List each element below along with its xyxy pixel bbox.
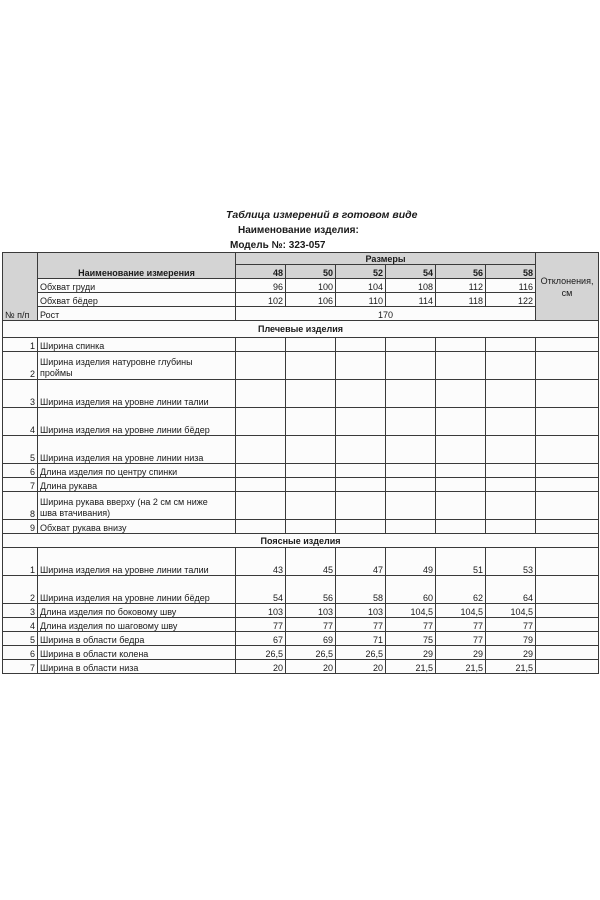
row-label: Обхват бёдер [38, 293, 236, 307]
value-cell: 118 [436, 293, 486, 307]
value-cell: 51 [436, 548, 486, 576]
row-label: Ширина изделия на уровне линии низа [38, 436, 236, 464]
row-label-line: проймы [40, 368, 73, 378]
value-cell: 62 [436, 576, 486, 604]
value-cell: 58 [336, 576, 386, 604]
value-cell: 47 [336, 548, 386, 576]
value-cell: 26,5 [286, 646, 336, 660]
row-number: 2 [3, 576, 38, 604]
value-cell: 103 [286, 604, 336, 618]
size-header-cell: 52 [336, 265, 386, 279]
value-cell: 77 [436, 632, 486, 646]
row-number: 7 [3, 660, 38, 674]
row-label: Длина рукава [38, 478, 236, 492]
table-row [3, 618, 599, 632]
value-cell: 77 [286, 618, 336, 632]
model-label: Модель №: [230, 240, 286, 251]
row-label: Ширина спинка [38, 338, 236, 352]
row-number: 6 [3, 464, 38, 478]
row-number: 3 [3, 380, 38, 408]
row-label: Ширина изделия на уровне линии бёдер [38, 576, 236, 604]
value-cell: 104,5 [486, 604, 536, 618]
table-row [3, 492, 599, 520]
value-cell: 122 [486, 293, 536, 307]
section-title: Поясные изделия [3, 534, 599, 548]
value-cell: 108 [386, 279, 436, 293]
value-cell: 56 [286, 576, 336, 604]
value-cell: 103 [336, 604, 386, 618]
row-label-line: Ширина рукава вверху (на 2 см см ниже [40, 497, 208, 507]
value-cell: 116 [486, 279, 536, 293]
row-number: 6 [3, 646, 38, 660]
row-number: 1 [3, 548, 38, 576]
row-label: Ширина в области колена [38, 646, 236, 660]
value-cell: 104 [336, 279, 386, 293]
height-row [3, 307, 599, 321]
table-row [3, 520, 599, 534]
table-row [3, 338, 599, 352]
row-label: Ширина изделия на уровне линии талии [38, 548, 236, 576]
item-name-label: Наименование изделия: [238, 225, 359, 236]
table-row [3, 604, 599, 618]
row-number: 5 [3, 436, 38, 464]
value-cell: 53 [486, 548, 536, 576]
sheet-title: Таблица измерений в готовом виде [226, 209, 418, 221]
column-name-header: Наименование измерения [38, 253, 236, 279]
value-cell: 75 [386, 632, 436, 646]
row-number: 4 [3, 618, 38, 632]
section-title: Плечевые изделия [3, 321, 599, 338]
row-number: 2 [3, 352, 38, 380]
value-cell: 64 [486, 576, 536, 604]
row-label-line: Ширина изделия натуровне глубины [40, 357, 193, 367]
value-cell: 29 [386, 646, 436, 660]
value-cell: 21,5 [486, 660, 536, 674]
value-cell: 77 [386, 618, 436, 632]
value-cell: 110 [336, 293, 386, 307]
table-row [3, 436, 599, 464]
table-row [3, 352, 599, 380]
value-cell: 29 [436, 646, 486, 660]
value-cell: 67 [236, 632, 286, 646]
section-row [3, 534, 599, 548]
size-header-cell: 58 [486, 265, 536, 279]
value-cell: 26,5 [336, 646, 386, 660]
row-label: Ширина изделия на уровне линии бёдер [38, 408, 236, 436]
table-row [3, 660, 599, 674]
height-value: 170 [236, 307, 536, 321]
value-cell: 96 [236, 279, 286, 293]
table-row [3, 646, 599, 660]
table-row [3, 464, 599, 478]
row-label: Обхват рукава внизу [38, 520, 236, 534]
value-cell: 100 [286, 279, 336, 293]
value-cell: 106 [286, 293, 336, 307]
value-cell: 29 [486, 646, 536, 660]
value-cell: 104,5 [386, 604, 436, 618]
value-cell: 71 [336, 632, 386, 646]
model-line [230, 240, 325, 251]
section-row [3, 321, 599, 338]
size-header-cell: 56 [436, 265, 486, 279]
value-cell: 112 [436, 279, 486, 293]
value-cell: 114 [386, 293, 436, 307]
value-cell: 102 [236, 293, 286, 307]
row-number: 7 [3, 478, 38, 492]
row-label: Ширина в области низа [38, 660, 236, 674]
row-number: 9 [3, 520, 38, 534]
value-cell: 20 [336, 660, 386, 674]
value-cell: 77 [336, 618, 386, 632]
value-cell: 49 [386, 548, 436, 576]
value-cell: 69 [286, 632, 336, 646]
value-cell: 45 [286, 548, 336, 576]
table-row [3, 576, 599, 604]
column-number-header: № п/п [3, 253, 38, 321]
value-cell: 20 [286, 660, 336, 674]
value-cell: 26,5 [236, 646, 286, 660]
row-number: 3 [3, 604, 38, 618]
row-label [38, 352, 236, 380]
value-cell: 20 [236, 660, 286, 674]
model-number: 323-057 [288, 240, 326, 251]
value-cell: 60 [386, 576, 436, 604]
value-cell: 79 [486, 632, 536, 646]
row-number: 8 [3, 492, 38, 520]
row-label: Обхват груди [38, 279, 236, 293]
hips-row [3, 293, 599, 307]
row-label: Ширина в области бедра [38, 632, 236, 646]
row-label: Длина изделия по боковому шву [38, 604, 236, 618]
value-cell: 21,5 [386, 660, 436, 674]
value-cell: 54 [236, 576, 286, 604]
size-header-cell: 50 [286, 265, 336, 279]
value-cell: 104,5 [436, 604, 486, 618]
measurement-table [2, 252, 599, 674]
value-cell: 21,5 [436, 660, 486, 674]
table-row [3, 632, 599, 646]
sizes-header: Размеры [236, 253, 536, 265]
value-cell: 77 [236, 618, 286, 632]
deviations-header: Отклонения, см [536, 253, 599, 321]
row-label: Длина изделия по шаговому шву [38, 618, 236, 632]
table-row [3, 548, 599, 576]
table-row [3, 478, 599, 492]
value-cell: 77 [486, 618, 536, 632]
value-cell: 103 [236, 604, 286, 618]
value-cell: 77 [436, 618, 486, 632]
row-number: 5 [3, 632, 38, 646]
value-cell: 43 [236, 548, 286, 576]
row-label: Рост [38, 307, 236, 321]
table-row [3, 380, 599, 408]
row-label: Длина изделия по центру спинки [38, 464, 236, 478]
row-label [38, 492, 236, 520]
row-number: 1 [3, 338, 38, 352]
row-label-line: шва втачивания) [40, 508, 111, 518]
size-header-cell: 48 [236, 265, 286, 279]
chest-row [3, 279, 599, 293]
row-number: 4 [3, 408, 38, 436]
table-row [3, 408, 599, 436]
size-header-cell: 54 [386, 265, 436, 279]
row-label: Ширина изделия на уровне линии талии [38, 380, 236, 408]
